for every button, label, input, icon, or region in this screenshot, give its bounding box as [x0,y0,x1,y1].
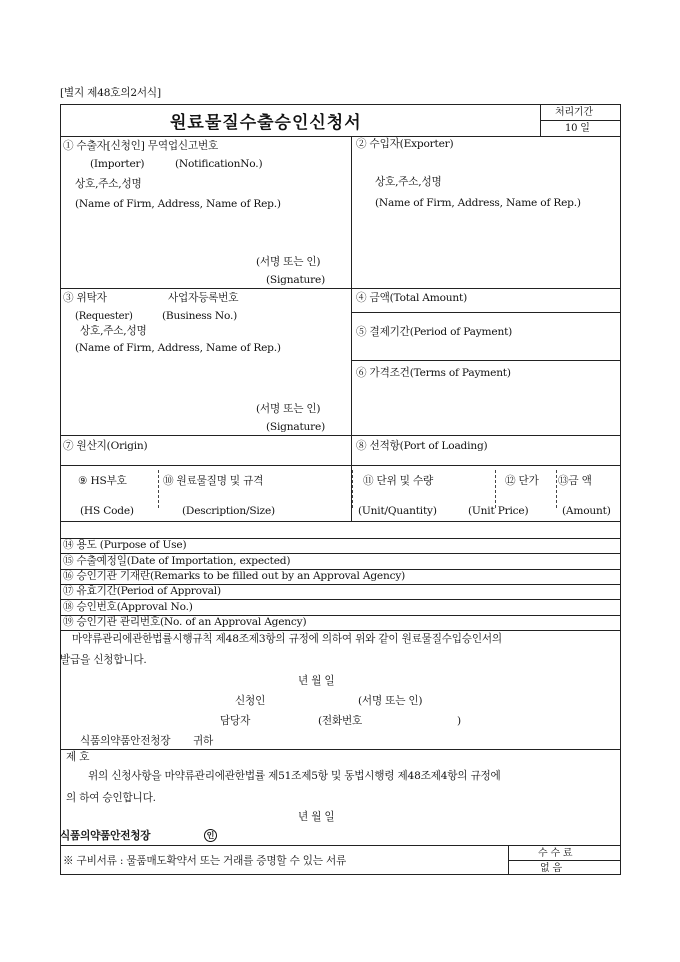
consignor-label: ③ 위탁자 [63,292,107,304]
total-amount-label: ④ 금액(Total Amount) [356,292,468,304]
export-date-label: ⑮ 수출예정일(Date of Importation, expected) [63,555,291,567]
declaration-text: 마약류관리에관한법률시행규칙 제48조제3항의 규정에 의하여 위와 같이 원료물질수입승인서의 [72,633,502,645]
remarks-label: ⑯ 승인기관 기재란(Remarks to be filled out by an Approval Agency) [63,570,406,582]
amount-label: ⑬금 액 [558,475,592,487]
hs-code-label: ⑨ HS부호 [78,475,127,487]
dashed-divider [495,470,496,508]
signature-label: (Signature) [266,274,326,286]
hs-code-label-en: (HS Code) [80,505,134,517]
divider [60,553,621,554]
date-label: 년 월 일 [298,675,335,687]
agency-no-label: ⑲ 승인기관 관리번호(No. of an Approval Agency) [63,616,307,628]
importer-label: ② 수입자(Exporter) [356,138,454,150]
applicant-sign-label: (서명 또는 인) [358,695,423,707]
required-docs-label: ※ 구비서류 : 물품매도확약서 또는 거래를 증명할 수 있는 서류 [63,855,347,867]
divider [60,599,621,600]
page-title: 원료물질수출승인신청서 [170,113,362,133]
authority-name: 식품의약품안전청장 [60,830,151,842]
unit-price-label-en: (Unit Price) [468,505,529,517]
divider [351,312,621,313]
approval-number-label: 제 호 [66,751,90,763]
approval-no-label: ⑱ 승인번호(Approval No.) [63,601,193,613]
consignor-label-en: (Requester) [75,311,133,322]
consignor-firm-label-en: (Name of Firm, Address, Name of Rep.) [75,342,281,354]
processing-label: 처리기간 [555,107,593,118]
importer-firm-label-en: (Name of Firm, Address, Name of Rep.) [375,197,581,209]
divider [540,120,621,121]
importer-firm-label: 상호,주소,성명 [375,176,442,188]
exporter-label-en: (Importer) [90,158,145,170]
approval-period-label: ⑰ 유효기간(Period of Approval) [63,585,221,597]
dashed-divider [352,470,353,508]
declaration-text-2: 발급을 신청합니다. [60,654,147,666]
approval-text-2: 의 하여 승인합니다. [66,792,156,804]
exporter-label: ① 수출자[신청인] 무역업신고번호 [63,140,219,152]
seal-stamp: 인 [204,829,217,842]
firm-label: 상호,주소,성명 [75,178,142,190]
addressee: 식품의약품안전청장 [80,735,171,747]
amount-label-en: (Amount) [562,505,611,517]
unit-label-en: (Unit/Quantity) [358,505,437,517]
business-no-label: 사업자등록번호 [168,292,239,304]
phone-close: ) [457,715,461,727]
officer-label: 담당자 [220,715,251,727]
dashed-divider [158,470,159,508]
price-terms-label: ⑥ 가격조건(Terms of Payment) [356,367,511,379]
fee-value: 없 음 [540,863,562,874]
description-label: ⑩ 원료물질명 및 규격 [163,475,264,487]
divider [60,465,621,466]
consignor-signature-label: (Signature) [266,421,326,433]
divider [60,521,621,522]
divider [60,630,621,631]
payment-period-label: ⑤ 결제기간(Period of Payment) [356,326,513,338]
column-divider [351,136,352,521]
unit-price-label: ⑫ 단가 [505,475,539,487]
processing-value: 10 일 [565,123,590,134]
approval-text: 위의 신청사항을 마약류관리에관한법률 제51조제5항 및 동법시행령 제48조제4항의 규정에 [88,770,501,782]
phone-label: (전화번호 [318,715,363,727]
divider [60,749,621,750]
fee-label: 수 수 료 [538,848,573,859]
approval-date-label: 년 월 일 [298,811,335,823]
description-label-en: (Description/Size) [182,505,275,517]
origin-label: ⑦ 원산지(Origin) [63,440,148,452]
notification-no-label: (NotificationNo.) [175,158,263,170]
form-reference: [별지 제48호의2서식] [60,87,161,99]
honorific: 귀하 [193,735,214,747]
divider [60,288,621,289]
divider [351,360,621,361]
purpose-label: ⑭ 용도 (Purpose of Use) [63,539,187,551]
divider [60,435,621,436]
divider [508,860,621,861]
applicant-label: 신청인 [235,695,266,707]
unit-label: ⑪ 단위 및 수량 [363,475,434,487]
consignor-sign-label: (서명 또는 인) [256,403,321,415]
port-label: ⑧ 선적항(Port of Loading) [356,440,488,452]
business-no-label-en: (Business No.) [162,310,238,322]
sign-label: (서명 또는 인) [256,256,321,268]
dashed-divider [556,470,557,508]
consignor-firm-label: 상호,주소,성명 [80,325,147,337]
divider [60,136,621,137]
firm-label-en: (Name of Firm, Address, Name of Rep.) [75,198,281,210]
